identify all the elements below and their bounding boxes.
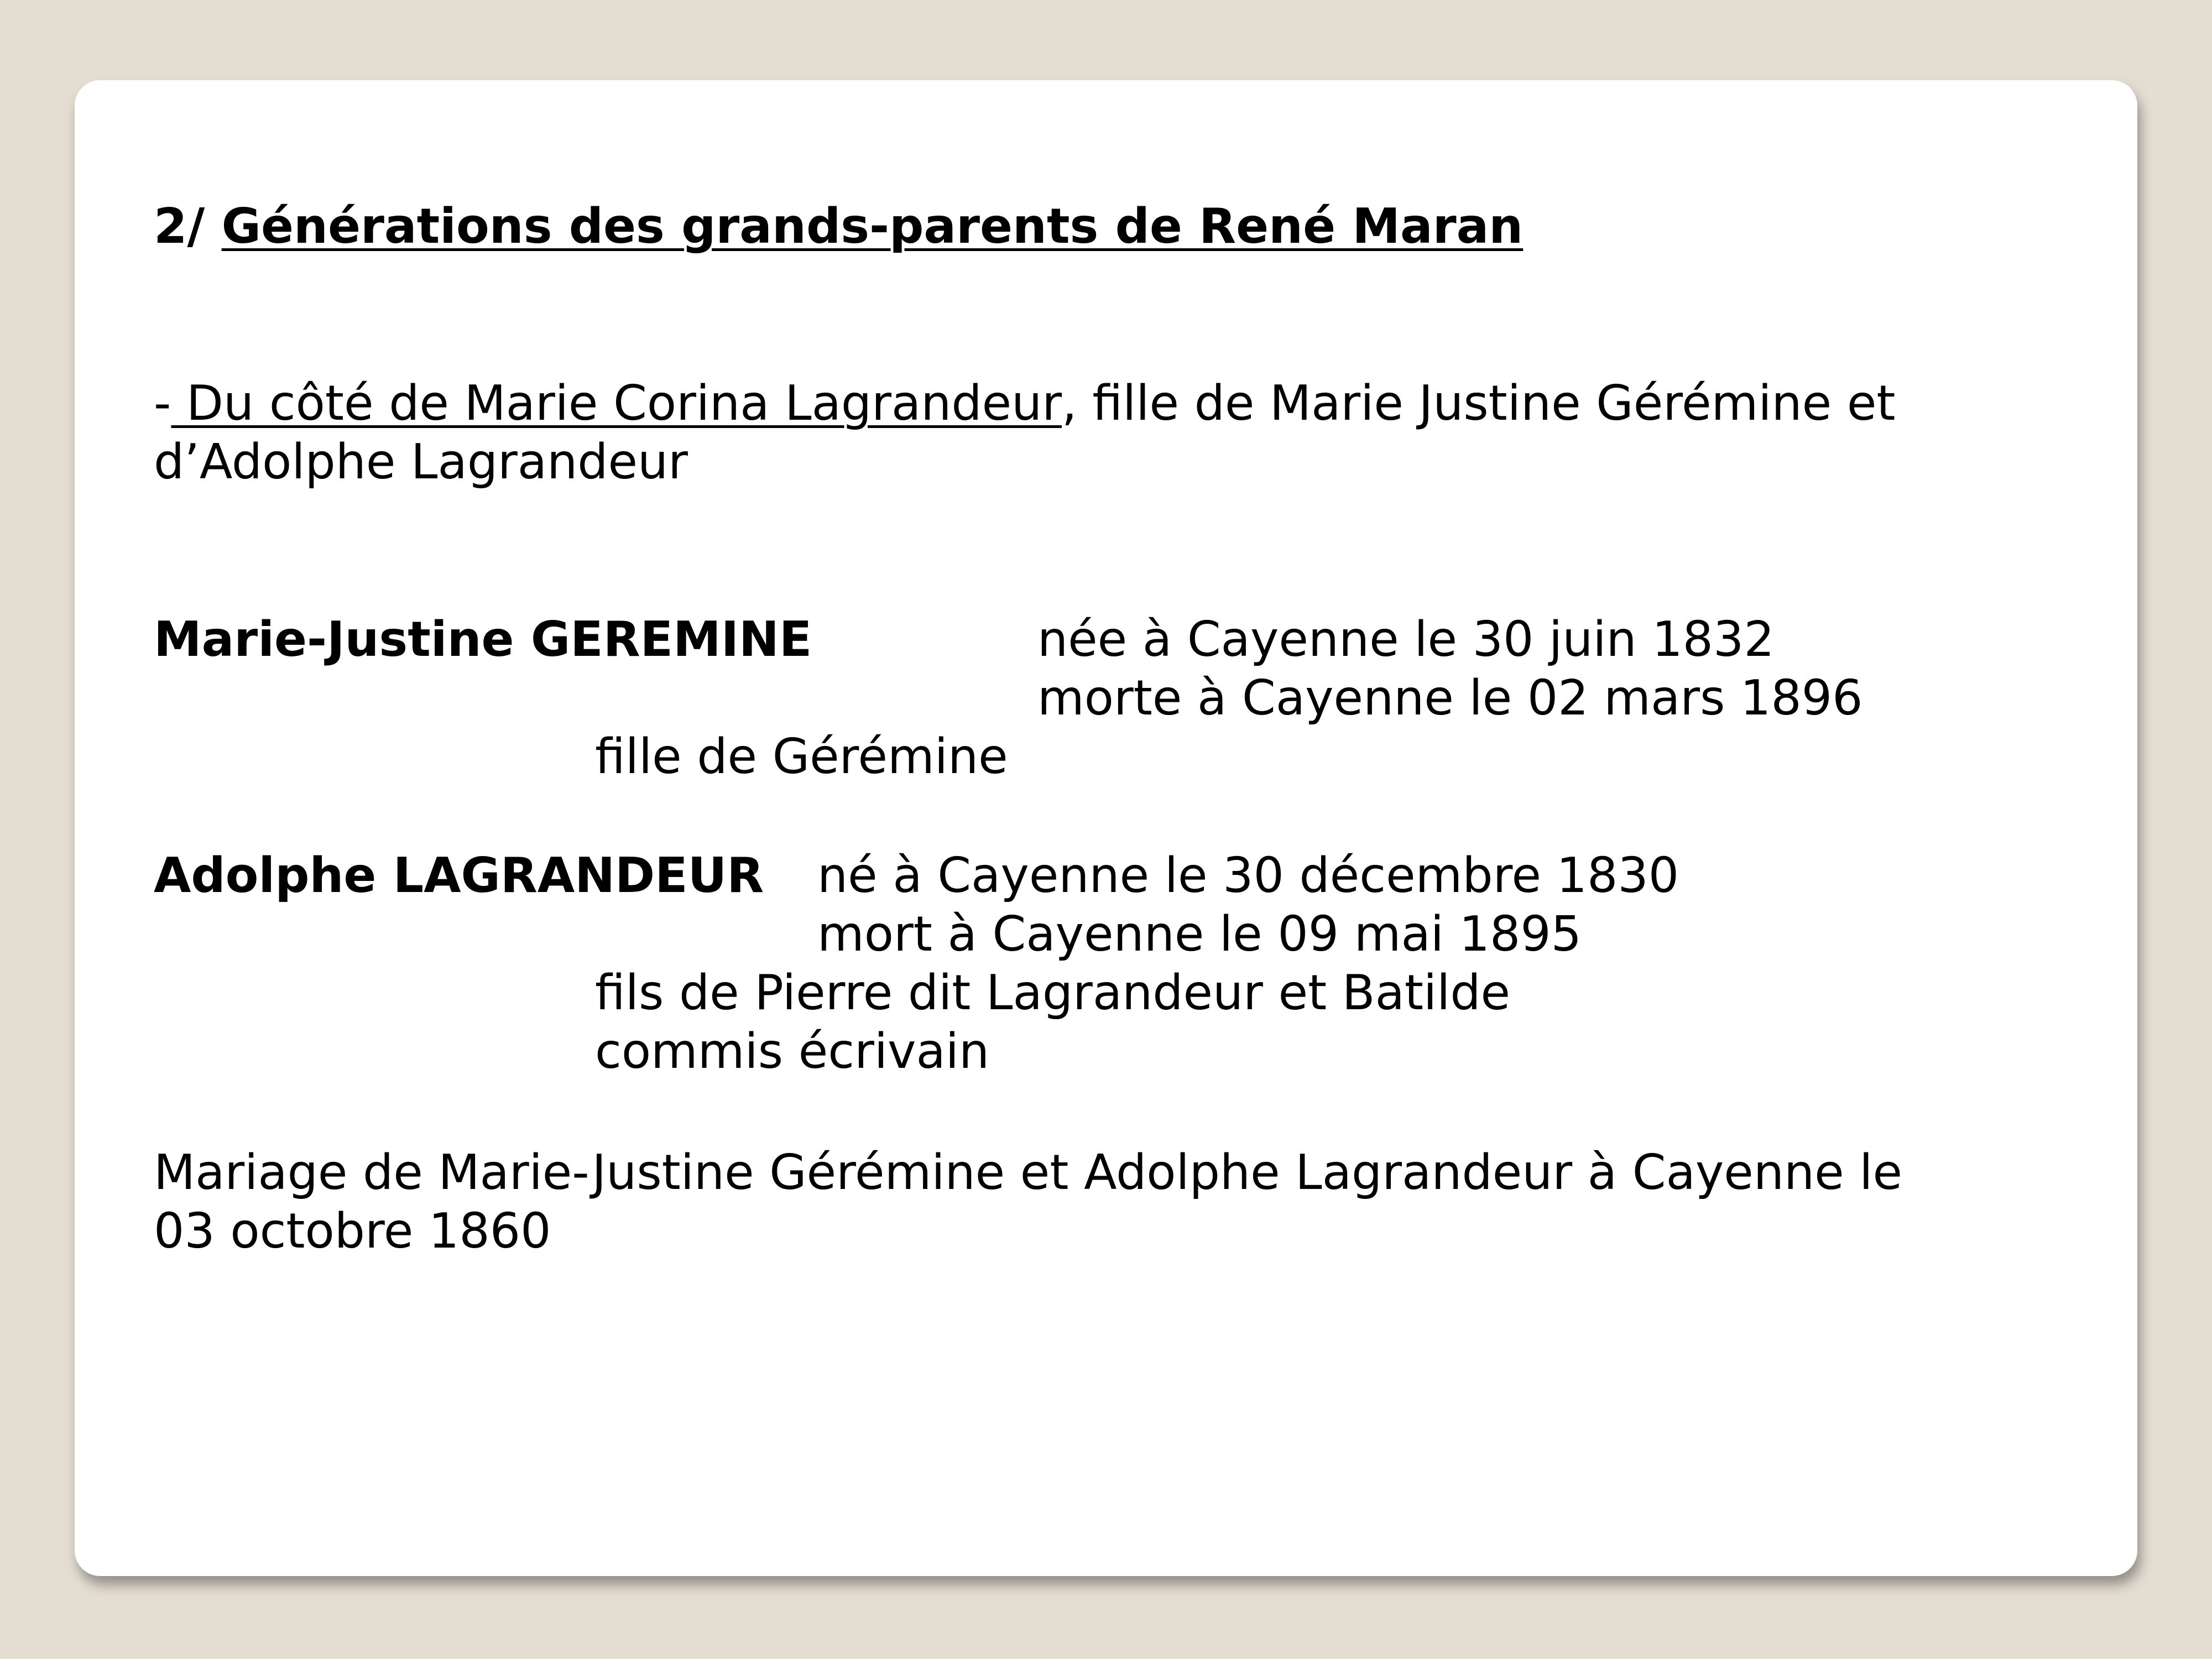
section-heading	[154, 198, 1524, 254]
intro-rest: , fille de Marie Justine Gérémine et	[1062, 375, 1896, 431]
intro-underlined: Du côté de Marie Corina Lagrandeur	[171, 375, 1062, 431]
person2-occupation: commis écrivain	[595, 1023, 990, 1079]
intro-line-1	[154, 375, 1896, 431]
person2-name: Adolphe LAGRANDEUR	[154, 847, 764, 904]
intro-dash: -	[154, 375, 171, 431]
marriage-line-1: Mariage de Marie-Justine Gérémine et Adolphe Lagrandeur à Cayenne le	[154, 1144, 1902, 1201]
person1-death: morte à Cayenne le 02 mars 1896	[1037, 670, 1863, 726]
heading-number: 2/	[154, 198, 222, 254]
person2-death: mort à Cayenne le 09 mai 1895	[817, 906, 1582, 962]
person2-birth: né à Cayenne le 30 décembre 1830	[817, 847, 1679, 904]
intro-line-2: d’Adolphe Lagrandeur	[154, 434, 688, 490]
heading-title: Générations des grands-parents de René Maran	[221, 198, 1524, 254]
marriage-line-2: 03 octobre 1860	[154, 1203, 551, 1259]
person1-name: Marie-Justine GEREMINE	[154, 611, 812, 667]
person2-parents: fils de Pierre dit Lagrandeur et Batilde	[595, 964, 1511, 1021]
slide-panel	[75, 80, 2137, 1576]
person1-parent: fille de Gérémine	[595, 728, 1008, 785]
person1-birth: née à Cayenne le 30 juin 1832	[1037, 611, 1775, 667]
